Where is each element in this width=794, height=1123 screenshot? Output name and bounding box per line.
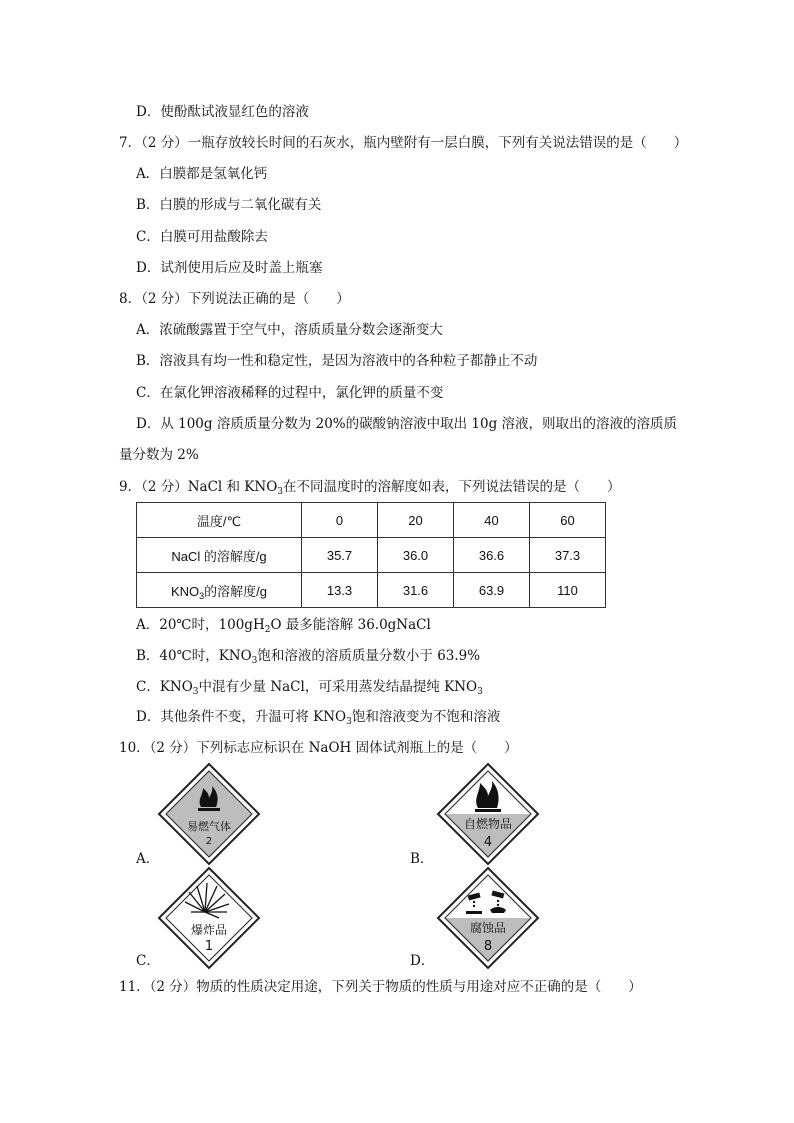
q8-option-d-continued: 量分数为 2% — [119, 447, 199, 463]
q9b-subscript: 3 — [251, 656, 258, 666]
explosive-sign-graphic — [157, 866, 261, 970]
q7-option-d: D．试剂使用后应及时盖上瓶塞 — [136, 260, 323, 276]
sign-text: 自燃物品 — [463, 817, 513, 831]
spontaneous-combustion-sign-graphic — [436, 762, 540, 866]
q9-option-d — [136, 708, 500, 726]
sign-text: 爆炸品 — [190, 923, 228, 937]
q9d-subscript: 3 — [346, 717, 352, 727]
sign-number: 8 — [483, 939, 493, 954]
q9c-subscript: 3 — [477, 687, 483, 697]
q7-option-b: B．白膜的形成与二氧化碳有关 — [136, 197, 322, 213]
explosive-sign — [157, 866, 261, 970]
q9-text-part: 在不同温度时的溶解度如表，下列说法错误的是（ ） — [283, 479, 621, 495]
q8-option-c: C．在氯化钾溶液稀释的过程中，氯化钾的质量不变 — [136, 385, 444, 401]
q9-option-a — [136, 616, 431, 634]
question-9 — [119, 478, 621, 496]
table-cell: 37.3 — [530, 538, 606, 573]
sign-text: 易燃气体 — [187, 820, 231, 833]
option-b-label: B． — [410, 851, 434, 867]
table-cell: 110 — [530, 573, 606, 608]
q9a-subscript: 2 — [264, 625, 271, 635]
table-header-cell: 60 — [530, 503, 606, 538]
sign-number: 1 — [204, 939, 214, 954]
kno3-label-part: 的溶解度/g — [204, 583, 268, 599]
sign-number: 2 — [205, 836, 213, 847]
table-row-label — [137, 573, 302, 608]
flammable-gas-sign-graphic — [157, 762, 261, 866]
table-header-cell: 温度/℃ — [137, 503, 302, 538]
q9a-text-part: O 最多能溶解 36.0gNaCl — [270, 617, 431, 633]
question-11: 11．（2 分）物质的性质决定用途，下列关于物质的性质与用途对应不正确的是（ ） — [119, 979, 642, 995]
q9c-text-part: C．KNO — [136, 679, 193, 695]
option-a-label: A． — [136, 851, 160, 867]
q7-option-a: A．白膜都是氢氧化钙 — [136, 166, 268, 182]
question-8: 8．（2 分）下列说法正确的是（ ） — [119, 291, 350, 307]
q9-option-c — [136, 678, 483, 696]
q9b-text-part: B．40℃时，KNO — [136, 648, 252, 664]
q8-option-b: B．溶液具有均一性和稳定性，是因为溶液中的各种粒子都静止不动 — [136, 353, 538, 369]
corrosive-sign — [436, 866, 540, 970]
table-cell: 31.6 — [378, 573, 454, 608]
corrosive-sign-graphic — [436, 866, 540, 970]
q9-text-part: 9．（2 分）NaCl 和 KNO — [119, 479, 278, 495]
q9c-subscript: 3 — [192, 687, 199, 697]
q8-option-a: A．浓硫酸露置于空气中，溶质质量分数会逐渐变大 — [136, 322, 443, 338]
q6-option-d: D．使酚酞试液显红色的溶液 — [136, 104, 309, 120]
table-header-cell: 40 — [454, 503, 530, 538]
table-row-label: NaCl 的溶解度/g — [137, 538, 302, 573]
question-10: 10．（2 分）下列标志应标识在 NaOH 固体试剂瓶上的是（ ） — [119, 740, 518, 756]
q8-option-d: D．从 100g 溶质质量分数为 20%的碳酸钠溶液中取出 10g 溶液，则取出的溶液的溶质质 — [136, 416, 678, 432]
table-cell: 36.6 — [454, 538, 530, 573]
table-cell: 36.0 — [378, 538, 454, 573]
q9d-text-part: D．其他条件不变，升温可将 KNO — [136, 709, 347, 725]
q9d-text-part: 饱和溶液变为不饱和溶液 — [351, 709, 501, 725]
solubility-table — [136, 502, 606, 608]
table-row — [137, 503, 606, 538]
q9-option-b — [136, 647, 480, 665]
sign-number: 4 — [483, 835, 493, 850]
flammable-gas-sign — [157, 762, 261, 866]
kno3-label-part: KNO — [170, 583, 200, 599]
q9c-text-part: 中混有少量 NaCl，可采用蒸发结晶提纯 KNO — [198, 679, 478, 695]
table-row — [137, 538, 606, 573]
table-cell: 13.3 — [302, 573, 378, 608]
question-7: 7．（2 分）一瓶存放较长时间的石灰水，瓶内壁附有一层白膜，下列有关说法错误的是（ ） — [119, 135, 688, 151]
table-header-cell: 20 — [378, 503, 454, 538]
q7-option-c: C．白膜可用盐酸除去 — [136, 229, 268, 245]
q9-subscript: 3 — [277, 487, 284, 497]
option-c-label: C． — [136, 953, 160, 969]
table-cell: 35.7 — [302, 538, 378, 573]
spontaneous-combustion-sign — [436, 762, 540, 866]
table-cell: 63.9 — [454, 573, 530, 608]
kno3-label-subscript: 3 — [199, 590, 205, 601]
q9b-text-part: 饱和溶液的溶质质量分数小于 63.9% — [257, 648, 481, 664]
sign-text: 腐蚀品 — [469, 921, 507, 935]
table-header-cell: 0 — [302, 503, 378, 538]
q9a-text-part: A．20℃时，100gH — [136, 617, 265, 633]
option-d-label: D． — [410, 953, 435, 969]
table-row — [137, 573, 606, 608]
